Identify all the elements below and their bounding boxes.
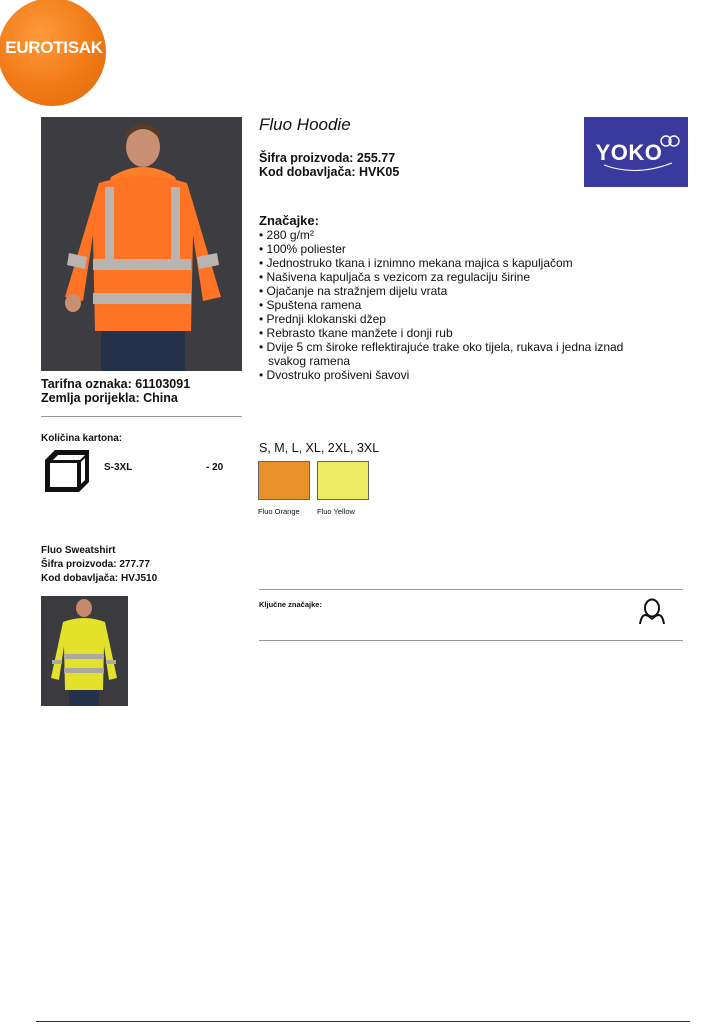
features-heading: Značajke: [259, 213, 319, 228]
divider [259, 640, 683, 641]
feature-item: • Rebrasto tkane manžete i donji rub [259, 326, 453, 340]
feature-item: • Jednostruko tkana i iznimno mekana majica s kapuljačom [259, 256, 573, 270]
features-list [259, 228, 659, 382]
feature-item: • Prednji klokanski džep [259, 312, 386, 326]
related-product-name: Fluo Sweatshirt [41, 545, 116, 556]
color-label: Fluo Orange [258, 507, 300, 516]
color-swatch-fluo-orange [258, 461, 310, 500]
divider [259, 589, 683, 590]
related-supplier-code: Kod dobavljača: HVJ510 [41, 573, 158, 584]
carton-heading: Količina kartona: [41, 433, 123, 444]
feature-item: • Dvostruko prošiveni šavovi [259, 368, 410, 382]
related-product-sku: Šifra proizvoda: 277.77 [41, 559, 150, 570]
carton-quantity: - 20 [206, 462, 224, 473]
color-label: Fluo Yellow [317, 507, 355, 516]
footer-rule [36, 1021, 690, 1022]
hood-icon [636, 598, 668, 626]
carton-box-icon [41, 446, 93, 494]
key-features-heading: Ključne značajke: [259, 600, 322, 609]
available-sizes: S, M, L, XL, 2XL, 3XL [259, 441, 380, 455]
feature-item: • Dvije 5 cm široke reflektirajuće trake oko tijela, rukava i jedna iznad svakog ramena [259, 340, 624, 368]
carton-size-range: S-3XL [104, 462, 133, 473]
yoko-brand-text: YOKO [595, 140, 663, 165]
feature-item: • Spuštena ramena [259, 298, 362, 312]
color-swatch-fluo-yellow [317, 461, 369, 500]
product-sku: Šifra proizvoda: 255.77 [259, 151, 396, 165]
feature-item: • 280 g/m² [259, 228, 314, 242]
supplier-code: Kod dobavljača: HVK05 [259, 165, 400, 179]
eurotisak-logo-text: EUROTISAK [5, 38, 103, 57]
tariff-code: Tarifna oznaka: 61103091 [41, 377, 191, 391]
country-of-origin: Zemlja porijekla: China [41, 391, 178, 405]
product-title: Fluo Hoodie [259, 115, 351, 134]
divider [41, 416, 242, 417]
feature-item: • 100% poliester [259, 242, 346, 256]
related-product-photo[interactable] [41, 596, 128, 706]
feature-item: • Ojačanje na stražnjem dijelu vrata [259, 284, 448, 298]
feature-item: • Našivena kapuljača s vezicom za regulaciju širine [259, 270, 530, 284]
product-photo [41, 117, 242, 371]
